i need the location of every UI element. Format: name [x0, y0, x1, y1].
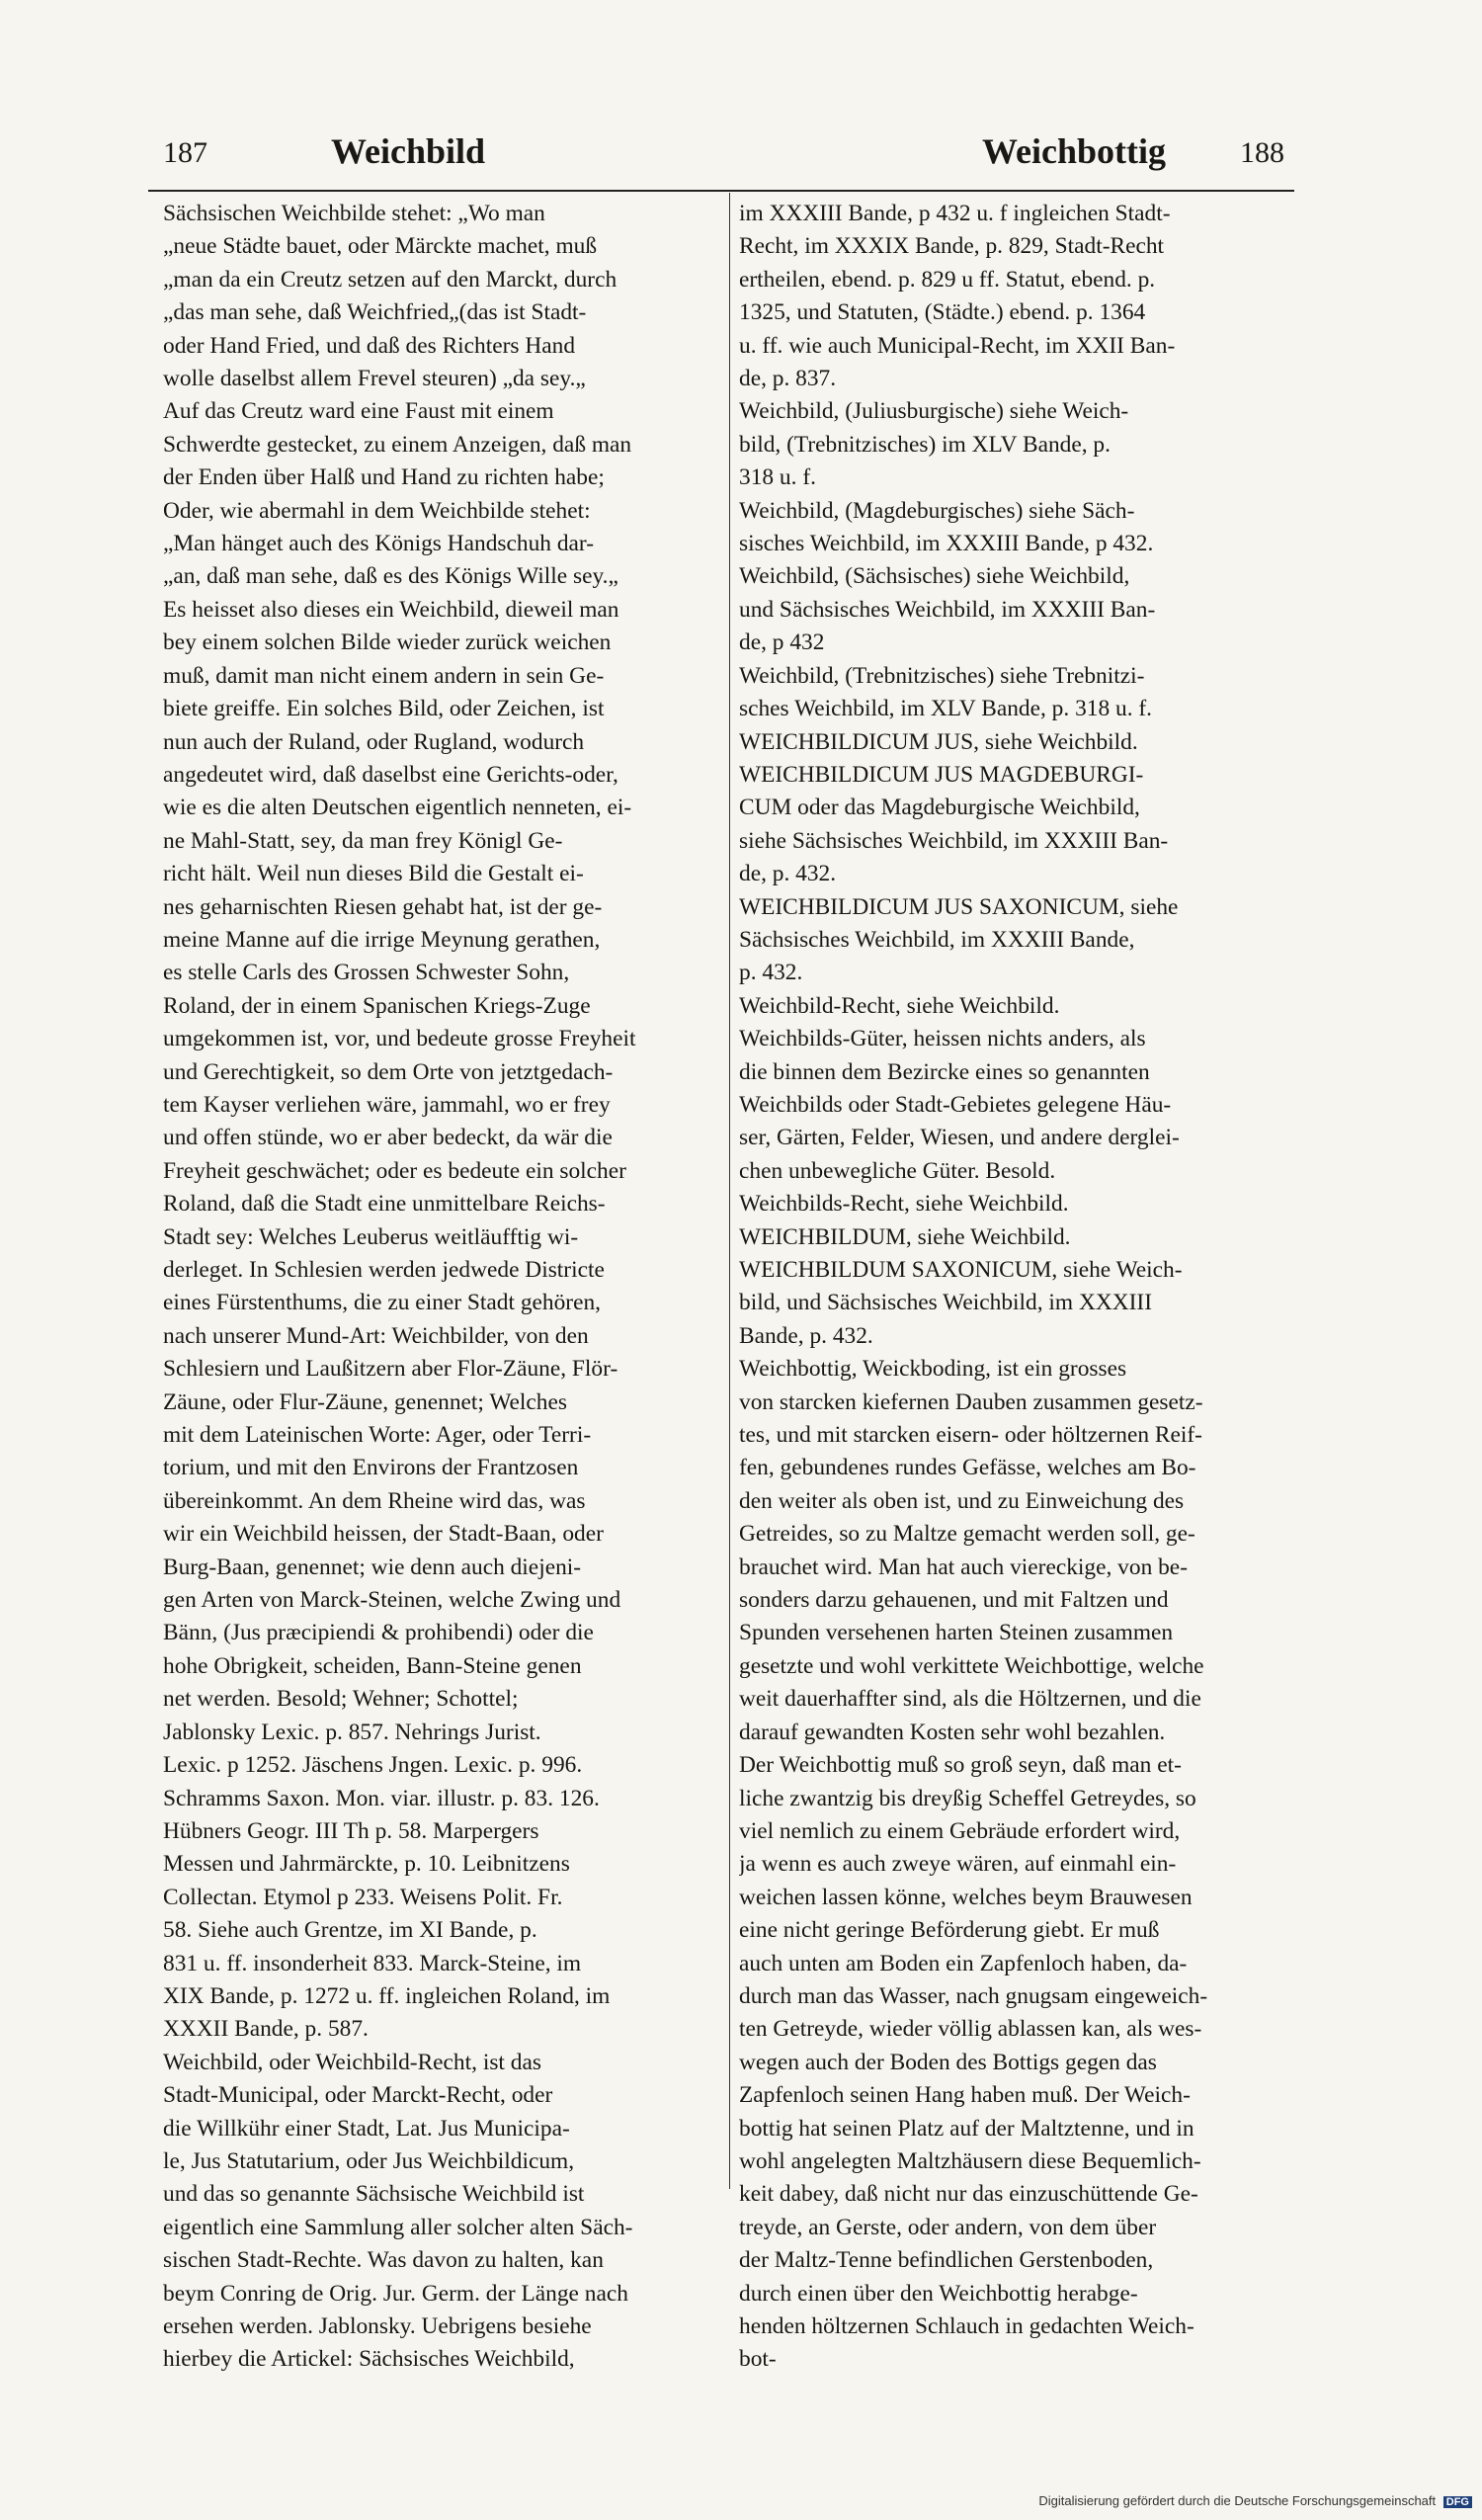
text-line: ersehen werden. Jablonsky. Uebrigens besiehe [163, 2313, 592, 2339]
text-line: CUM oder das Magdeburgische Weichbild, [739, 795, 1140, 821]
text-line: von starcken kiefernen Dauben zusammen gesetz- [739, 1388, 1203, 1415]
text-line: durch man das Wasser, nach gnugsam eingeweich- [739, 1982, 1208, 2009]
text-line: Auf das Creutz ward eine Faust mit einem [163, 398, 554, 425]
text-line: Zäune, oder Flur-Zäune, genennet; Welches [163, 1388, 567, 1415]
text-line: Weichbilds-Güter, heissen nichts anders, als [739, 1026, 1146, 1052]
text-line: Spunden versehenen harten Steinen zusammen [739, 1620, 1174, 1646]
text-line: „man da ein Creutz setzen auf den Marckt, durch [163, 266, 618, 293]
text-line: nes geharnischten Riesen gehabt hat, ist der ge- [163, 893, 603, 920]
left-text-column [163, 198, 731, 2377]
text-line: übereinkommt. An dem Rheine wird das, was [163, 1487, 586, 1514]
text-line: fen, gebundenes rundes Gefässe, welches am Bo- [739, 1455, 1196, 1481]
text-line: brauchet wird. Man hat auch viereckige, von be- [739, 1554, 1188, 1580]
text-line: der Maltz-Tenne befindlichen Gerstenboden, [739, 2247, 1154, 2274]
left-running-headword: Weichbild [331, 131, 486, 171]
text-line: hohe Obrigkeit, scheiden, Bann-Steine genen [163, 1652, 582, 1679]
text-line: Weichbild, (Sächsisches) siehe Weichbild, [739, 563, 1130, 590]
text-line: Burg-Baan, genennet; wie denn auch diejeni- [163, 1554, 582, 1580]
text-line: „neue Städte bauet, oder Märckte machet, muß [163, 233, 598, 260]
text-line: ten Getreyde, wieder völlig ablassen kan, als wes- [739, 2016, 1202, 2043]
text-line: de, p. 837. [739, 366, 837, 392]
text-line: torium, und mit den Environs der Frantzosen [163, 1455, 579, 1481]
text-line: angedeutet wird, daß daselbst eine Gerichts-oder, [163, 761, 618, 788]
text-line: Lexic. p 1252. Jäschens Jngen. Lexic. p. 996. [163, 1752, 583, 1779]
text-line: net werden. Besold; Wehner; Schottel; [163, 1686, 519, 1713]
text-line: WEICHBILDICUM JUS MAGDEBURGI- [739, 761, 1144, 788]
text-line: Roland, der in einem Spanischen Kriegs-Zuge [163, 992, 591, 1019]
text-line: wir ein Weichbild heissen, der Stadt-Baan, oder [163, 1521, 604, 1548]
text-line: Weichbild, (Magdeburgisches) siehe Säch- [739, 497, 1135, 524]
text-line: bey einem solchen Bilde wieder zurück weichen [163, 630, 612, 656]
text-line: bot- [739, 2346, 777, 2373]
text-line: Schramms Saxon. Mon. viar. illustr. p. 83. 126. [163, 1785, 600, 1811]
text-line: Sächsischen Weichbilde stehet: „Wo man [163, 201, 545, 226]
text-line: mit dem Lateinischen Worte: Ager, oder Terri- [163, 1422, 592, 1449]
text-line: sisches Weichbild, im XXXIII Bande, p 432. [739, 531, 1154, 557]
text-line: chen unbewegliche Güter. Besold. [739, 1157, 1056, 1184]
text-line: muß, damit man nicht einem andern in sein Ge- [163, 662, 605, 689]
text-line: wohl angelegten Maltzhäusern diese Bequemlich- [739, 2147, 1201, 2174]
text-line: Weichbottig, Weickboding, ist ein grosses [739, 1356, 1127, 1383]
text-line: hierbey die Artickel: Sächsisches Weichbild, [163, 2346, 575, 2373]
text-line: wegen auch der Boden des Bottigs gegen das [739, 2049, 1157, 2075]
text-line: 58. Siehe auch Grentze, im XI Bande, p. [163, 1917, 537, 1944]
text-line: sonders darzu gehauenen, und mit Faltzen und [739, 1587, 1169, 1614]
text-line: meine Manne auf die irrige Meynung gerathen, [163, 926, 601, 953]
text-line: Oder, wie abermahl in dem Weichbilde stehet: [163, 497, 591, 524]
text-line: richt hält. Weil nun dieses Bild die Gestalt ei- [163, 861, 584, 887]
text-line: Recht, im XXXIX Bande, p. 829, Stadt-Recht [739, 233, 1165, 260]
right-text-column [739, 198, 1287, 2377]
text-line: darauf gewandten Kosten sehr wohl bezahlen. [739, 1719, 1166, 1745]
text-line: „an, daß man sehe, daß es des Königs Wille sey.„ [163, 563, 618, 590]
text-line: WEICHBILDUM SAXONICUM, siehe Weich- [739, 1257, 1183, 1283]
text-line: Hübners Geogr. III Th p. 58. Marpergers [163, 1817, 539, 1844]
text-line: Freyheit geschwächet; oder es bedeute ein solcher [163, 1157, 626, 1184]
text-line: ne Mahl-Statt, sey, da man frey Königl Ge- [163, 827, 563, 854]
text-line: WEICHBILDICUM JUS, siehe Weichbild. [739, 728, 1138, 755]
text-line: wolle daselbst allem Frevel steuren) „da sey.„ [163, 366, 586, 392]
text-line: Weichbild, oder Weichbild-Recht, ist das [163, 2049, 541, 2075]
dfg-logo: DFG [1443, 2496, 1472, 2508]
text-line: Schlesiern und Laußitzern aber Flor-Zäune, Flör- [163, 1356, 618, 1383]
text-line: oder Hand Fried, und daß des Richters Hand [163, 332, 576, 359]
text-line: WEICHBILDUM, siehe Weichbild. [739, 1223, 1071, 1250]
text-line: es stelle Carls des Grossen Schwester Sohn, [163, 960, 570, 986]
text-line: die Willkühr einer Stadt, Lat. Jus Municipa- [163, 2115, 570, 2142]
text-line: tem Kayser verliehen wäre, jammahl, wo er frey [163, 1091, 611, 1118]
text-line: XIX Bande, p. 1272 u. ff. ingleichen Roland, im [163, 1982, 611, 2009]
header-rule [148, 190, 1294, 192]
text-line: im XXXIII Bande, p 432 u. f ingleichen Stadt- [739, 201, 1171, 226]
text-line: Stadt sey: Welches Leuberus weitläufftig wi- [163, 1223, 579, 1250]
text-line: 1325, und Statuten, (Städte.) ebend. p. 1364 [739, 299, 1146, 326]
text-line: derleget. In Schlesien werden jedwede Districte [163, 1257, 605, 1283]
text-line: bottig hat seinen Platz auf der Maltztenne, und in [739, 2115, 1194, 2142]
text-line: und offen stünde, wo er aber bedeckt, da wär die [163, 1125, 613, 1151]
text-line: viel nemlich zu einem Gebräude erfordert wird, [739, 1817, 1181, 1844]
text-line: ja wenn es auch zweye wären, auf einmahl ein- [739, 1851, 1177, 1878]
text-line: und das so genannte Sächsische Weichbild ist [163, 2181, 585, 2208]
text-line: XXXII Bande, p. 587. [163, 2016, 369, 2043]
text-line: wie es die alten Deutschen eigentlich nenneten, ei- [163, 795, 632, 821]
text-line: u. ff. wie auch Municipal-Recht, im XXII Ban- [739, 332, 1176, 359]
text-line: Collectan. Etymol p 233. Weisens Polit. Fr. [163, 1884, 563, 1910]
right-running-headword: Weichbottig [982, 131, 1166, 171]
page-header [163, 126, 1284, 186]
text-line: Messen und Jahrmärckte, p. 10. Leibnitzens [163, 1851, 570, 1878]
text-line: Zapfenloch seinen Hang haben muß. Der Weich- [739, 2082, 1191, 2109]
text-line: Getreides, so zu Maltze gemacht werden soll, ge- [739, 1521, 1195, 1548]
text-line: sches Weichbild, im XLV Bande, p. 318 u. f. [739, 696, 1153, 722]
text-line: 831 u. ff. insonderheit 833. Marck-Steine, im [163, 1950, 582, 1976]
text-line: und Gerechtigkeit, so dem Orte von jetztgedach- [163, 1058, 614, 1085]
text-line: Roland, daß die Stadt eine unmittelbare Reichs- [163, 1191, 606, 1218]
text-line: ser, Gärten, Felder, Wiesen, und andere derglei- [739, 1125, 1180, 1151]
text-line: Sächsisches Weichbild, im XXXIII Bande, [739, 926, 1135, 953]
text-line: eine nicht geringe Beförderung giebt. Er muß [739, 1917, 1160, 1944]
text-line: Schwerdte gestecket, zu einem Anzeigen, daß man [163, 431, 632, 458]
text-line: Weichbilds oder Stadt-Gebietes gelegene Häu- [739, 1091, 1172, 1118]
text-line: Der Weichbottig muß so groß seyn, daß man et- [739, 1752, 1182, 1779]
text-line: keit dabey, daß nicht nur das einzuschüttende Ge- [739, 2181, 1198, 2208]
text-line: Weichbild, (Juliusburgische) siehe Weich- [739, 398, 1129, 425]
text-line: Weichbild, (Trebnitzisches) siehe Trebnitzi- [739, 662, 1145, 689]
text-line: gen Arten von Marck-Steinen, welche Zwing und [163, 1587, 621, 1614]
text-line: ertheilen, ebend. p. 829 u ff. Statut, ebend. p. [739, 266, 1156, 293]
digitization-credit [1038, 2493, 1472, 2508]
right-page-number: 188 [1240, 136, 1284, 169]
text-line: de, p 432 [739, 630, 825, 656]
text-line: durch einen über den Weichbottig herabge- [739, 2280, 1138, 2307]
text-line: henden höltzernen Schlauch in gedachten Weich- [739, 2313, 1194, 2339]
text-line: bild, und Sächsisches Weichbild, im XXXIII [739, 1290, 1153, 1316]
digitization-credit-text: Digitalisierung gefördert durch die Deutsche Forschungsgemeinschaft [1038, 2493, 1437, 2508]
text-line: eines Fürstenthums, die zu einer Stadt gehören, [163, 1290, 602, 1316]
text-line: auch unten am Boden ein Zapfenloch haben, da- [739, 1950, 1188, 1976]
text-line: Bänn, (Jus præcipiendi & prohibendi) oder die [163, 1620, 594, 1646]
left-page-number: 187 [163, 136, 207, 169]
text-line: Jablonsky Lexic. p. 857. Nehrings Jurist. [163, 1719, 541, 1745]
text-line: treyde, an Gerste, oder andern, von dem über [739, 2214, 1157, 2240]
text-line: nach unserer Mund-Art: Weichbilder, von den [163, 1322, 589, 1349]
text-line: Stadt-Municipal, oder Marckt-Recht, oder [163, 2082, 553, 2109]
text-line: eigentlich eine Sammlung aller solcher alten Säch- [163, 2214, 633, 2240]
text-line: WEICHBILDICUM JUS SAXONICUM, siehe [739, 893, 1179, 920]
text-line: die binnen dem Bezircke eines so genannten [739, 1058, 1150, 1085]
text-line: de, p. 432. [739, 861, 837, 887]
text-line: bild, (Trebnitzisches) im XLV Bande, p. [739, 431, 1111, 458]
text-line: 318 u. f. [739, 464, 816, 491]
text-line: Weichbilds-Recht, siehe Weichbild. [739, 1191, 1069, 1218]
text-line: beym Conring de Orig. Jur. Germ. der Länge nach [163, 2280, 628, 2307]
text-line: liche zwantzig bis dreyßig Scheffel Getreydes, so [739, 1785, 1196, 1811]
text-line: weichen lassen könne, welches beym Brauwesen [739, 1884, 1193, 1910]
text-line: „das man sehe, daß Weichfried„(das ist Stadt‐ [163, 299, 587, 326]
text-line: Bande, p. 432. [739, 1322, 873, 1349]
text-line: le, Jus Statutarium, oder Jus Weichbildicum, [163, 2147, 575, 2174]
text-line: sischen Stadt-Rechte. Was davon zu halten, kan [163, 2247, 604, 2274]
text-line: tes, und mit starcken eisern- oder höltzernen Reif- [739, 1422, 1202, 1449]
text-line: Es heisset also dieses ein Weichbild, dieweil man [163, 596, 619, 623]
text-line: umgekommen ist, vor, und bedeute grosse Freyheit [163, 1026, 636, 1052]
text-line: nun auch der Ruland, oder Rugland, wodurch [163, 728, 585, 755]
text-line: p. 432. [739, 960, 803, 986]
text-line: biete greiffe. Ein solches Bild, oder Zeichen, ist [163, 696, 605, 722]
text-line: weit dauerhaffter sind, als die Höltzernen, und die [739, 1686, 1201, 1713]
text-line: der Enden über Halß und Hand zu richten habe; [163, 464, 605, 491]
text-line: „Man hänget auch des Königs Handschuh dar- [163, 531, 595, 557]
text-line: den weiter als oben ist, und zu Einweichung des [739, 1487, 1185, 1514]
text-line: gesetzte und wohl verkittete Weichbottige, welche [739, 1652, 1204, 1679]
text-line: Weichbild-Recht, siehe Weichbild. [739, 992, 1060, 1019]
text-line: siehe Sächsisches Weichbild, im XXXIII Ban- [739, 827, 1169, 854]
text-line: und Sächsisches Weichbild, im XXXIII Ban- [739, 596, 1156, 623]
